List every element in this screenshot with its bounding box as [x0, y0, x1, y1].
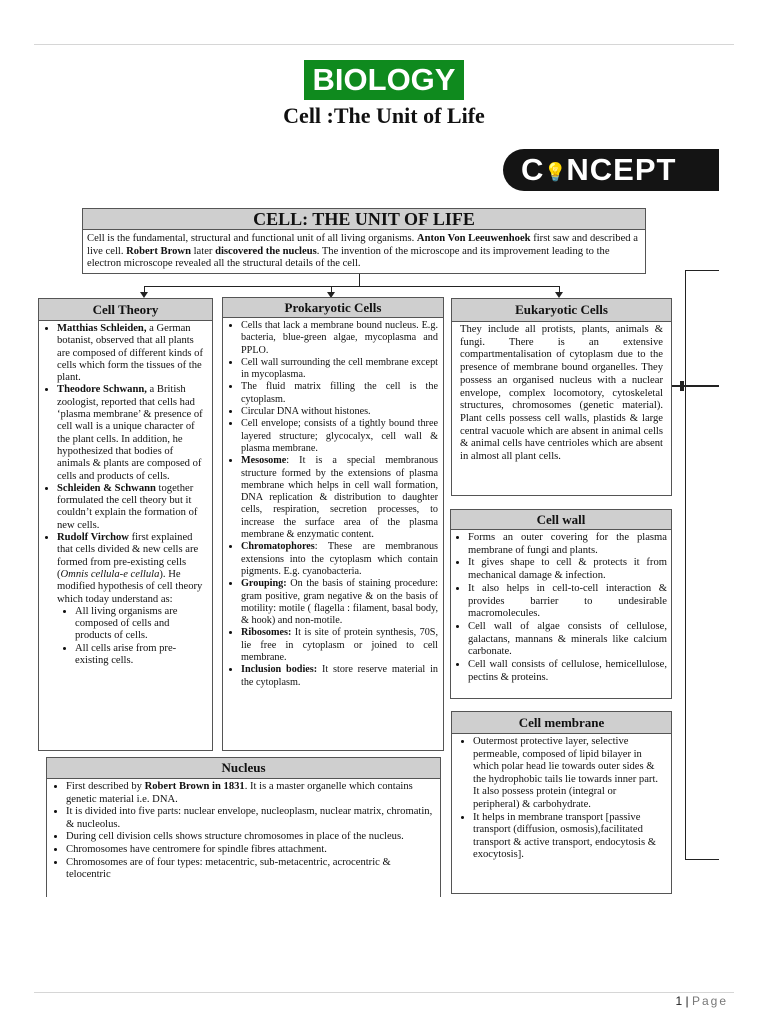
pk-10-text: It store reserve material in the cytoplasm. [241, 664, 439, 688]
pk-8-bold: Grouping: [241, 578, 287, 590]
ct-3-text: together formulated the cell theory but it couldn’t explain the formation of new cells. [57, 482, 198, 531]
cell-theory-list [44, 323, 207, 667]
cell-wall-box [450, 509, 672, 699]
list-item: • Chromosomes are of four types: metacentric, sub-metacentric, acrocentric & telocentric [66, 857, 434, 882]
list-item [241, 541, 438, 578]
top-rule [34, 44, 734, 45]
list-item [241, 578, 438, 627]
main-text-3: later [190, 245, 216, 257]
ct-1-bold: Matthias Schleiden, [57, 323, 147, 334]
page-label: Page [691, 994, 728, 1008]
main-text-4: . The invention of the microscope and its improvement leading to the electron microscope revealed all the structural details of the cell. [87, 245, 610, 270]
list-item [241, 627, 438, 664]
cell-theory-title: Cell Theory [39, 299, 212, 321]
list-item: • Cell wall surrounding the cell membrane except in mycoplasma. [241, 357, 438, 382]
main-bold-1: Anton Von Leeuwenhoek [416, 233, 531, 244]
ct-2-bold: Theodore Schwann, [57, 384, 147, 396]
list-item: • Forms an outer covering for the plasma membrane of fungi and plants. [468, 532, 667, 557]
eukaryotic-title: Eukaryotic Cells [452, 299, 671, 322]
side-bracket-bottom [685, 859, 719, 860]
main-text-2: first saw and described a live cell. [87, 233, 638, 257]
nu-1-text-a: First described by [66, 781, 145, 792]
cell-theory-box [38, 298, 213, 751]
nucleus-box [46, 757, 441, 897]
pk-6-text: : It is a special membranous structure formed by the extensions of plasma membrane which helps in cell wall formation, DNA replication & distribution to daughter cells, respiration, secretion processes, to increase the surface area of the plasma membrane & enzymatic content. [241, 455, 438, 541]
page-title: Cell :The Unit of Life [283, 103, 485, 128]
lightbulb-icon: 💡 [544, 161, 568, 182]
cell-membrane-body [452, 734, 671, 864]
side-bracket-knot [680, 381, 684, 391]
footer-separator: | [685, 994, 689, 1008]
eukaryotic-text: They include all protists, plants, animals & fungi. There is an extensive compartmentalisation of cytoplasm due to the presence of membrane bound organelles. They possess an organised nucleus with a nuclear envelope, complex locomotory, cytoskeletal structures, chromosomes (genetic material). Plant cells possess cell walls, plastids & large central vacuole which are absent in animal cells & animal cells have centrioles which are absent in almost all plant cells. [460, 324, 663, 463]
subject-badge: BIOLOGY [304, 60, 464, 100]
ct-4-bold: Rudolf Virchow [57, 532, 129, 544]
list-item: • It helps in membrane transport [passive transport (diffusion, osmosis),facilitated transport & active transport, endocytosis & exocytosis]. [473, 812, 663, 862]
cell-theory-sublist [57, 606, 207, 667]
cell-theory-body [39, 321, 212, 669]
nu-1-bold: Robert Brown in 1831 [144, 781, 245, 792]
list-item: • Outermost protective layer, selective permeable, composed of lipid bilayer in which polar head lie towards outer sides & the hydrophobic tails lie towards inner part. It also possess protein (integral or peripheral) & carbohydrate. [473, 736, 663, 812]
cell-membrane-title: Cell membrane [452, 712, 671, 734]
main-box-title: CELL: THE UNIT OF LIFE [83, 209, 645, 230]
cell-membrane-list [460, 736, 663, 862]
nucleus-body [47, 779, 440, 884]
list-item: • Cell envelope; consists of a tightly bound three layered structure; glycocalyx, cell wall & plasma membrane. [241, 418, 438, 455]
bottom-rule [34, 992, 734, 993]
ct-4-text-a: first explained that cells divided & new cells are formed from pre-existing cells ( [57, 532, 199, 580]
list-item [57, 323, 207, 384]
eukaryotic-cells-box [451, 298, 672, 496]
list-item: • Circular DNA without histones. [241, 406, 438, 418]
pk-9-text: It is site of protein synthesis, 70S, lie free in cytoplasm or joined to cell membrane. [241, 627, 438, 664]
nucleus-list [53, 781, 434, 882]
pk-9-bold: Ribosomes: [241, 627, 292, 639]
ct-3-bold: Schleiden & Schwann [57, 482, 156, 494]
list-item: • Cells that lack a membrane bound nucleus. E.g. bacteria, blue-green algae, mycoplasma and PPLO. [241, 320, 438, 357]
main-bold-2: Robert Brown [126, 245, 191, 257]
pk-7-text: : These are membranous extensions into the cytoplasm which contain pigments. E.g. cyanobacteria. [241, 541, 438, 577]
list-item: • During cell division cells shows structure chromosomes in place of the nucleus. [66, 831, 434, 844]
page-footer [675, 994, 728, 1008]
main-text-1: Cell is the fundamental, structural and functional unit of all living organisms. [87, 233, 417, 244]
page-number: 1 [675, 994, 683, 1008]
concept-suffix: NCEPT [566, 152, 677, 187]
cell-wall-title: Cell wall [451, 510, 671, 530]
list-item: • The fluid matrix filling the cell is the cytoplasm. [241, 381, 438, 406]
ct-1-text: a German botanist, observed that all plants are composed of different kinds of cells which form the tissues of the plant. [57, 323, 204, 384]
ct-4-italic: Omnis cellula-e cellula [60, 568, 160, 580]
main-box-text [83, 230, 645, 274]
connector-horizontal [144, 286, 560, 287]
list-item [57, 532, 207, 667]
connector-stem [359, 274, 360, 286]
list-item: • It is divided into five parts: nuclear envelope, nucleoplasm, nuclear matrix, chromatin, & nucleolus. [66, 806, 434, 831]
ct-4-text-b: ). He modified hypothesis of cell theory which today understand as: [57, 568, 203, 605]
side-bracket-vertical [685, 270, 686, 860]
cell-membrane-box [451, 711, 672, 894]
list-item [57, 483, 207, 532]
list-item: • All cells arise from pre-existing cells. [75, 643, 207, 668]
list-item: • It also helps in cell-to-cell interaction & provides barrier to undesirable macromolecules. [468, 583, 667, 621]
concept-banner [503, 149, 719, 191]
side-bracket-top [685, 270, 719, 271]
list-item: • Cell wall consists of cellulose, hemicellulose, pectins & proteins. [468, 659, 667, 684]
ct-2-text: a British zoologist, reported that cells had ‘plasma membrane’ & presence of cell wall is a unique character of the plant cells. In addition, he hypothesized that bodies of animals & plants are composed of cells and products of cells. [57, 384, 203, 482]
prokaryotic-list [228, 320, 438, 689]
list-item: • Cell wall of algae consists of cellulose, galactans, mannans & minerals like calcium carbonate. [468, 621, 667, 659]
concept-prefix: C [521, 152, 545, 187]
list-item [241, 664, 438, 689]
list-item [57, 384, 207, 482]
pk-10-bold: Inclusion bodies: [241, 664, 318, 676]
pk-8-text: On the basis of staining procedure: gram positive, gram negative & on the basis of motility: motile ( flagella : filament, basal body, & hook) and non-motile. [241, 578, 438, 627]
nu-1-text-b: . It is a master organelle which contains genetic material i.e. DNA. [66, 781, 413, 805]
nucleus-title: Nucleus [47, 758, 440, 779]
prokaryotic-title: Prokaryotic Cells [223, 298, 443, 318]
list-item [66, 781, 434, 806]
list-item: • It gives shape to cell & protects it from mechanical damage & infection. [468, 557, 667, 582]
prokaryotic-body [223, 318, 443, 691]
cell-unit-of-life-box [82, 208, 646, 274]
list-item [241, 455, 438, 541]
cell-wall-body [451, 530, 671, 686]
main-bold-3: discovered the nucleus [215, 245, 317, 257]
pk-7-bold: Chromatophores [241, 541, 315, 553]
list-item: • All living organisms are composed of cells and products of cells. [75, 606, 207, 643]
prokaryotic-cells-box [222, 297, 444, 751]
cell-wall-list [455, 532, 667, 684]
pk-6-bold: Mesosome [241, 455, 287, 467]
list-item: • Chromosomes have centromere for spindle fibres attachment. [66, 844, 434, 857]
